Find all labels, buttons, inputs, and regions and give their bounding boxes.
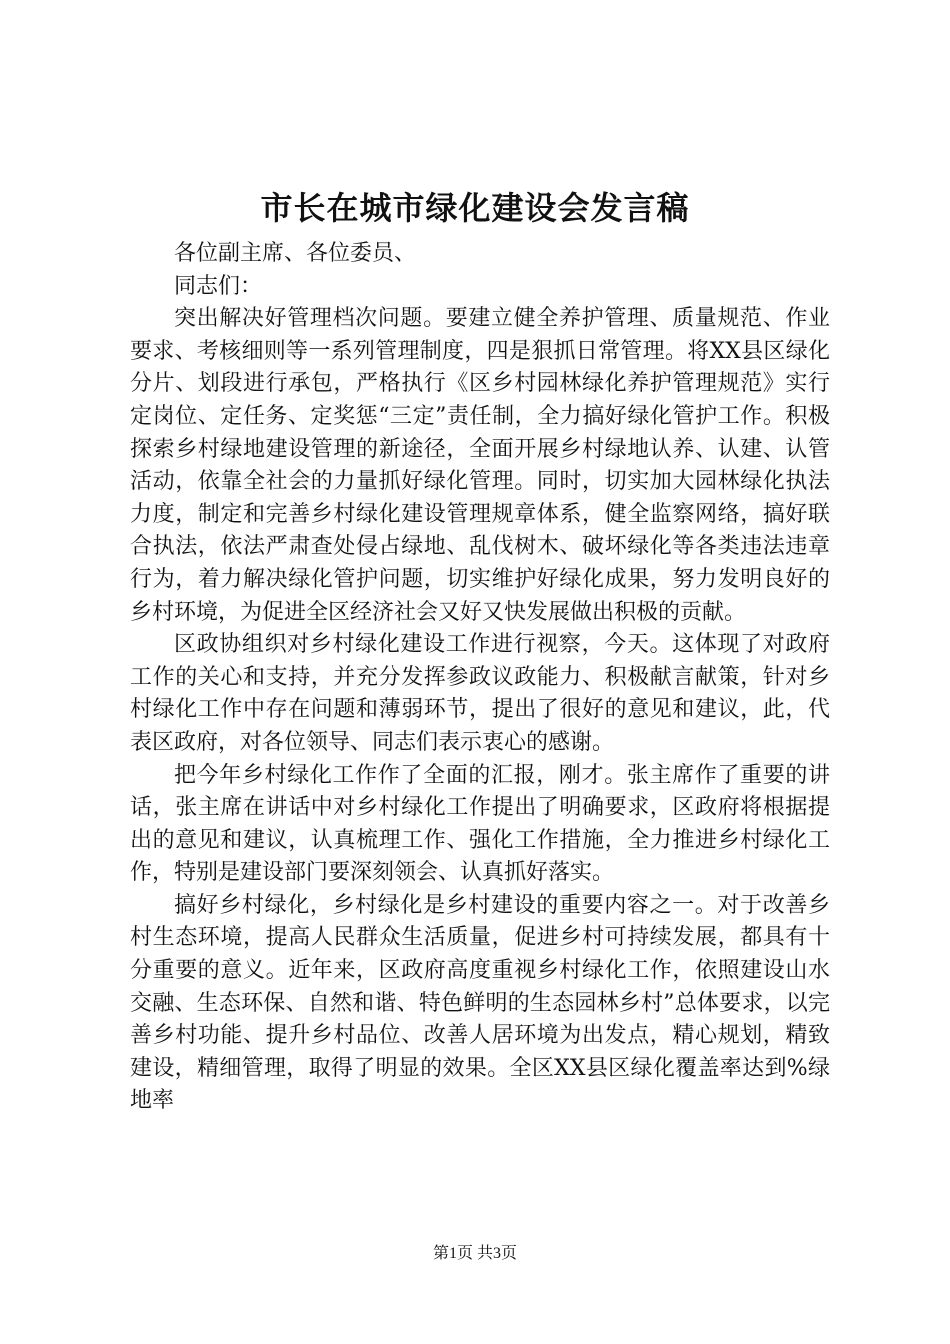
- document-title: 市长在城市绿化建设会发言稿: [260, 189, 690, 227]
- document-body: [130, 238, 830, 1118]
- page-number-footer: 第1页 共3页: [432, 1245, 517, 1262]
- body-paragraph: 把今年乡村绿化工作作了全面的汇报，刚才。张主席作了重要的讲话，张主席在讲话中对乡村绿化工作提出了明确要求，区政府将根据提出的意见和建议，认真梳理工作、强化工作措施，全力推进乡村绿化工作，特别是建设部门要深刻领会、认真抓好落实。: [130, 762, 830, 886]
- body-paragraph: 突出解决好管理档次问题。要建立健全养护管理、质量规范、作业要求、考核细则等一系列管理制度，四是狠抓日常管理。将XX县区绿化分片、划段进行承包，严格执行《区乡村园林绿化养护管理规范》实行定岗位、定任务、定奖惩“三定”责任制，全力搞好绿化管护工作。积极探索乡村绿地建设管理的新途径，全面开展乡村绿地认养、认建、认管活动，依靠全社会的力量抓好绿化管理。同时，切实加大园林绿化执法力度，制定和完善乡村绿化建设管理规章体系，健全监察网络，搞好联合执法，依法严肃查处侵占绿地、乱伐树木、破坏绿化等各类违法违章行为，着力解决绿化管护问题，切实维护好绿化成果，努力发明良好的乡村环境，为促进全区经济社会又好又快发展做出积极的贡献。: [130, 306, 830, 625]
- body-paragraph: 区政协组织对乡村绿化建设工作进行视察，今天。这体现了对政府工作的关心和支持，并充分发挥参政议政能力、积极献言献策，针对乡村绿化工作中存在问题和薄弱环节，提出了很好的意见和建议，此，代表区政府，对各位领导、同志们表示衷心的感谢。: [130, 632, 830, 755]
- salutation-line: 同志们：: [174, 273, 263, 299]
- body-paragraph: 搞好乡村绿化，乡村绿化是乡村建设的重要内容之一。对于改善乡村生态环境，提高人民群众生活质量，促进乡村可持续发展，都具有十分重要的意义。近年来，区政府高度重视乡村绿化工作，依照建设山水交融、生态环保、自然和谐、特色鲜明的生态园林乡村”总体要求，以完善乡村功能、提升乡村品位、改善人居环境为出发点，精心规划，精致建设，精细管理，取得了明显的效果。全区XX县区绿化覆盖率达到%绿地率: [130, 892, 830, 1114]
- salutation-line: 各位副主席、各位委员、: [174, 241, 417, 266]
